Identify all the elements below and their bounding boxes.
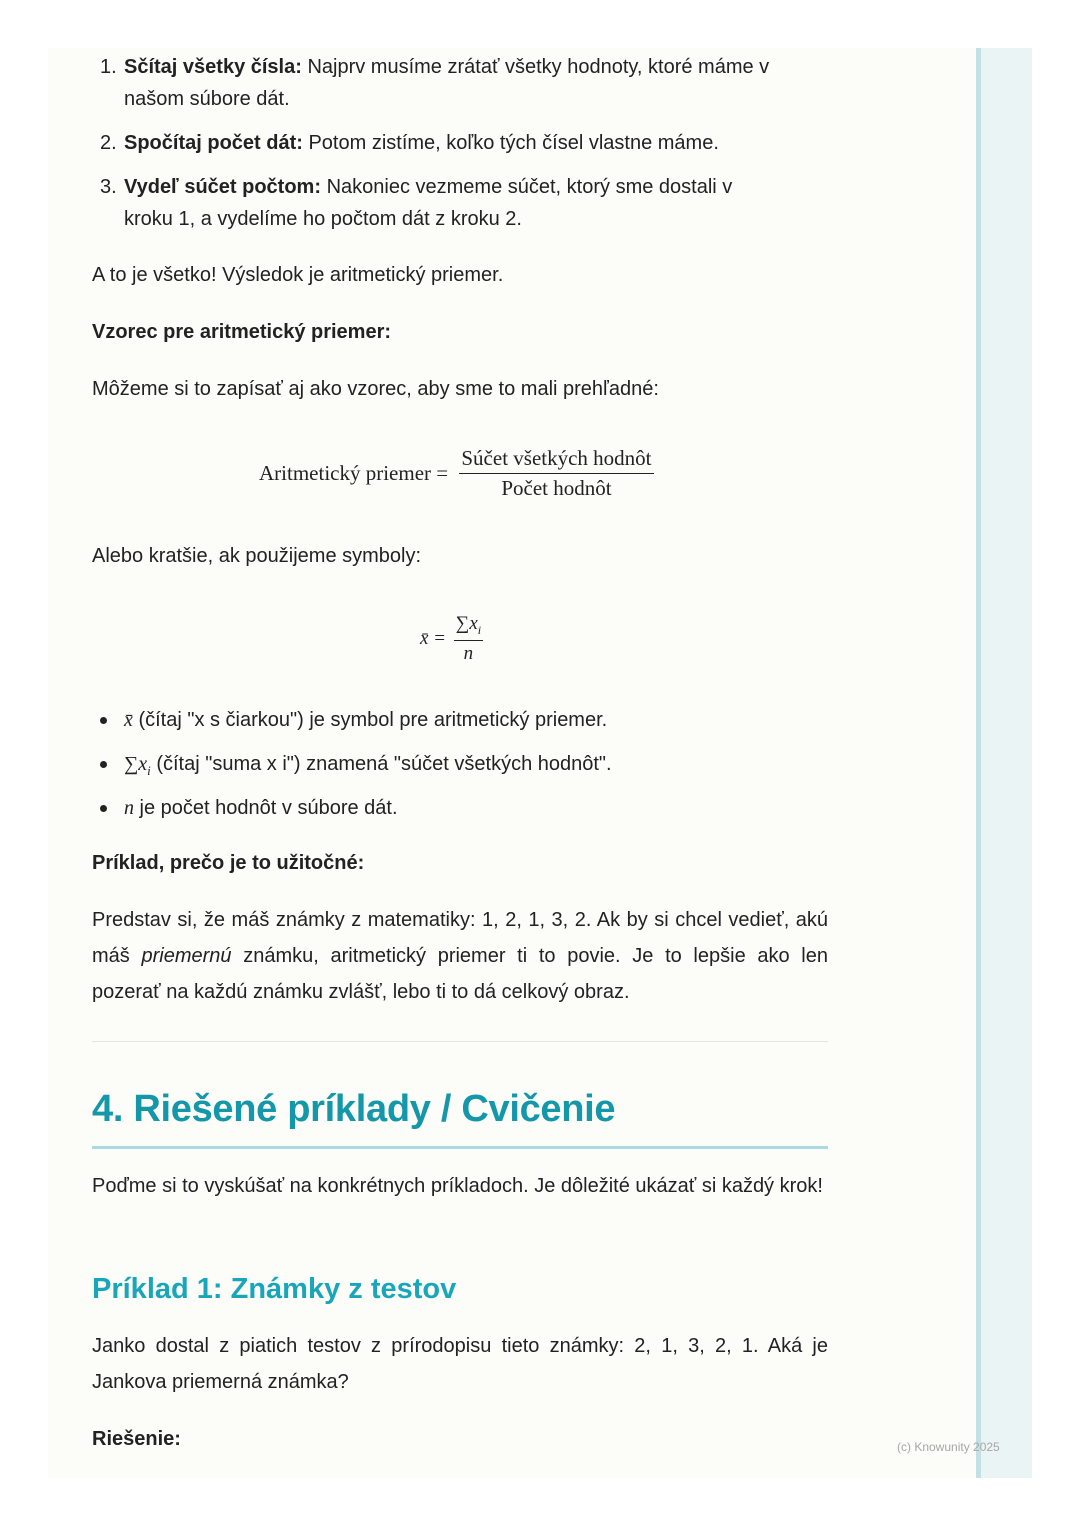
example-text [92,902,828,1010]
step-text: Potom zistíme, koľko tých čísel vlastne máme. [302,132,719,154]
right-sidebar-strip [976,48,1032,1478]
steps-list [92,51,828,235]
example1-title: Príklad 1: Známky z testov [92,1273,457,1305]
solution-label: Riešenie: [92,1428,181,1450]
bullet-text: je počet hodnôt v súbore dát. [134,797,398,819]
step-title: Sčítaj všetky čísla: [124,56,302,78]
bullet-subscript: i [147,763,151,778]
step-text-continued: našom súbore dát. [124,88,290,110]
example-heading: Príklad, prečo je to užitočné: [92,852,365,874]
step-title: Vydeľ súčet počtom: [124,176,322,198]
bullet-dot [100,761,107,768]
bullet-symbol: x̄ [124,709,133,731]
symbol-bullets [92,704,828,836]
formula-words-denominator: Počet hodnôt [501,476,612,500]
bullet-text: (čítaj "x s čiarkou") je symbol pre aritmetický priemer. [132,709,608,731]
example1-text: Janko dostal z piatich testov z prírodopisu tieto známky: 2, 1, 3, 2, 1. Aká je Jankova priemerná známka? [92,1335,828,1393]
formula-symbols-fraction [454,613,483,665]
bullet-item [92,748,828,792]
bullet-text: (čítaj "suma x i") znamená "súčet všetkých hodnôt". [150,753,612,775]
step-text: Najprv musíme zrátať všetky hodnoty, ktoré máme v [301,56,770,78]
formula-words-fraction [459,446,653,501]
formula-words [259,446,654,501]
section-intro: Poďme si to vyskúšať na konkrétnych príkladoch. Je dôležité ukázať si každý krok! [92,1175,823,1197]
bullet-item [92,792,828,836]
formula-heading: Vzorec pre aritmetický priemer: [92,321,392,343]
formula-symbols-lhs: x̄ = [420,627,447,649]
section-title: 4. Riešené príklady / Cvičenie [92,1088,616,1130]
bullet-symbol: ∑x [124,753,148,775]
formula-words-lhs: Aritmetický priemer = [259,461,449,485]
step-text: Nakoniec vezmeme súčet, ktorý sme dostali v [321,176,733,198]
bullet-item [92,704,828,748]
step-item [92,171,828,235]
step-number: 3. [100,176,117,198]
step-text-continued: kroku 1, a vydelíme ho počtom dát z kroku 2. [124,208,522,230]
formula-symbols [420,613,483,665]
example-text-emphasis: priemernú [141,945,232,967]
step-item [92,127,828,171]
bullet-symbol: n [124,797,134,819]
formula-words-numerator: Súčet všetkých hodnôt [459,446,653,474]
numerator-subscript: i [477,622,482,637]
example-text-part1: Predstav si, že máš známky z matematiky: 1, 2, 1, 3, 2. Ak by si chcel vedieť, akú máš [92,909,828,967]
shorter-intro: Alebo kratšie, ak použijeme symboly: [92,545,422,567]
example-text-part2: známku, aritmetický priemer ti to povie. Je to lepšie ako len pozerať na každú známku zvlášť, lebo ti to dá celkový obraz. [92,945,828,1003]
step-item [92,51,828,127]
section-title-underline [92,1146,828,1149]
section-divider [92,1041,828,1042]
formula-intro: Môžeme si to zapísať aj ako vzorec, aby sme to mali prehľadné: [92,378,659,400]
sum-symbol: ∑ [455,613,470,634]
step-number: 2. [100,132,117,154]
numerator-variable: x [469,613,478,634]
bullet-dot [100,717,107,724]
bullet-dot [100,805,107,812]
step-number: 1. [100,56,117,78]
conclusion-text: A to je všetko! Výsledok je aritmetický priemer. [92,264,504,286]
formula-symbols-denominator: n [463,642,474,664]
step-title: Spočítaj počet dát: [124,132,303,154]
formula-symbols-numerator [454,613,483,641]
copyright-footer: (c) Knowunity 2025 [897,1440,1000,1454]
